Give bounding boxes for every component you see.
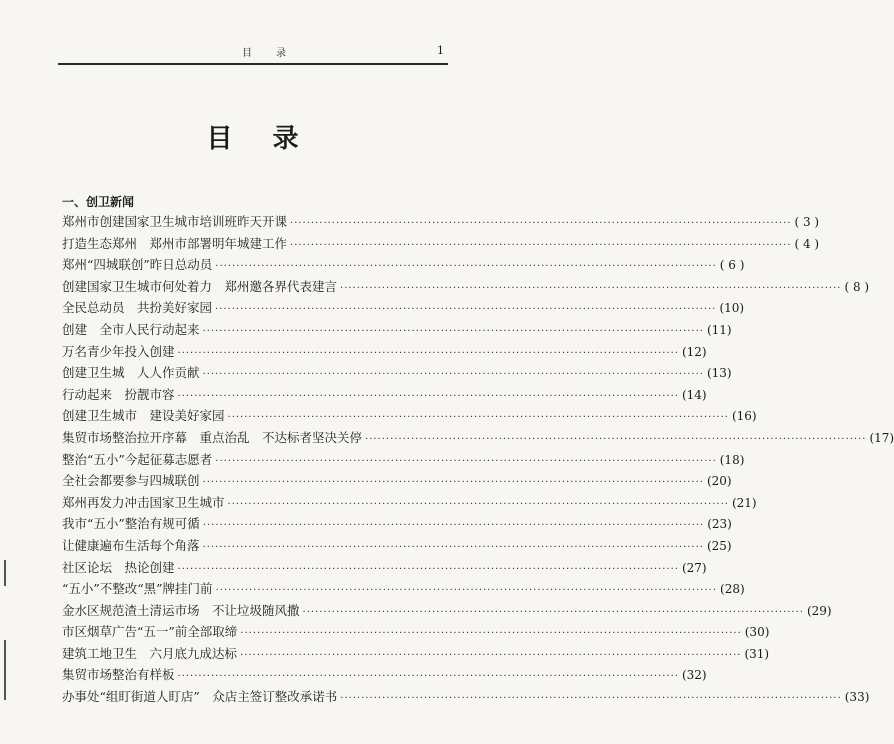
toc-entry-title: 集贸市场整治拉开序幕 重点治乱 不达标者坚决关停: [62, 429, 363, 445]
toc-entry-page: (17): [869, 430, 894, 445]
toc-entry-title: 建筑工地卫生 六月底九成达标: [62, 645, 238, 661]
toc-entry-title: 市区烟草广告“五一”前全部取缔: [62, 624, 238, 640]
leader-dots: ························································································································: [177, 347, 679, 359]
toc-entry: [62, 234, 820, 256]
toc-entry: [62, 363, 732, 385]
toc-entry-page: (27): [681, 560, 707, 575]
toc-entry: [62, 665, 707, 687]
toc-entry-page: (25): [706, 538, 732, 553]
toc-entry: [62, 558, 707, 580]
toc-entry-title: 创建 全市人民行动起来: [62, 321, 200, 337]
toc-entry-title: “五小”不整改“黑”牌挂门前: [62, 581, 213, 597]
toc-entry-title: 全社会都要参与四城联创: [62, 473, 200, 489]
leader-dots: ························································································································: [227, 498, 729, 510]
toc-entry-page: (13): [706, 366, 732, 381]
toc-entry: [62, 298, 745, 320]
toc-entry-title: 打造生态郑州 郑州市部署明年城建工作: [62, 235, 288, 251]
leader-dots: ························································································································: [215, 585, 718, 597]
toc-entry: [62, 622, 770, 644]
toc-entry-page: (12): [681, 344, 707, 359]
leader-dots: ························································································································: [202, 541, 704, 553]
page-number: 1: [437, 44, 444, 57]
toc-entry-title: 万名青少年投入创建: [62, 343, 175, 359]
toc-entry-page: (18): [719, 452, 745, 467]
toc-entry: [62, 601, 832, 623]
toc-entry-page: ( 4 ): [794, 236, 820, 251]
section-heading: 一、创卫新闻: [62, 195, 135, 209]
toc-entry-title: 行动起来 扮靓市容: [62, 386, 175, 402]
leader-dots: ························································································································: [202, 520, 705, 532]
toc-entry-title: 整治“五小”今起征募志愿者: [62, 451, 213, 467]
toc-entry-title: 创建卫生城 人人作贡献: [62, 365, 200, 381]
toc-entry: [62, 471, 732, 493]
toc-entry-page: (20): [706, 474, 732, 489]
leader-dots: ························································································································: [365, 433, 867, 445]
toc-entry: [62, 644, 770, 666]
leader-dots: ························································································································: [177, 390, 679, 402]
leader-dots: ························································································································: [290, 218, 792, 229]
toc-entry: [62, 450, 745, 472]
toc-entry: [62, 406, 757, 428]
toc-entry-title: 让健康遍布生活每个角落: [62, 537, 200, 553]
toc-entry-page: (23): [707, 517, 732, 532]
toc-entry-title: 郑州再发力冲击国家卫生城市: [62, 494, 225, 510]
leader-dots: ························································································································: [227, 412, 729, 424]
toc-entry-title: 我市“五小”整治有规可循: [62, 516, 200, 532]
toc-entry-page: (16): [731, 409, 757, 424]
leader-dots: ························································································································: [215, 455, 717, 467]
toc-entry-page: ( 6 ): [719, 258, 745, 273]
leader-dots: ························································································································: [340, 282, 842, 294]
toc-entry: [62, 385, 707, 407]
toc-entry: [62, 687, 870, 709]
toc-entry-title: 郑州“四城联创”昨日总动员: [62, 257, 213, 273]
toc-entry: [62, 514, 732, 536]
page-header: [58, 44, 444, 60]
toc-entry-page: (32): [681, 668, 707, 683]
toc-entry: [62, 277, 870, 299]
toc-entry: [62, 579, 745, 601]
toc-entry-page: (30): [744, 625, 770, 640]
toc-entry-page: (14): [681, 387, 707, 402]
leader-dots: ························································································································: [240, 628, 742, 640]
toc-entry-title: 社区论坛 热论创建: [62, 559, 175, 575]
toc-entry: [62, 493, 757, 515]
toc-entry-page: ( 8 ): [844, 279, 870, 294]
toc-entry-title: 办事处“组盯街道人盯店” 众店主签订整改承诺书: [62, 689, 338, 705]
leader-dots: ························································································································: [290, 239, 792, 251]
toc-entry-page: (29): [806, 603, 832, 618]
leader-dots: ························································································································: [202, 369, 704, 381]
leader-dots: ························································································································: [202, 477, 704, 489]
toc-entry-page: (10): [719, 301, 745, 316]
header-rule: [58, 63, 448, 65]
toc-entry-title: 金水区规范渣土清运市场 不让垃圾随风撒: [62, 602, 300, 618]
leader-dots: ························································································································: [177, 563, 679, 575]
toc-list: [62, 212, 894, 709]
leader-dots: ························································································································: [302, 606, 804, 618]
leader-dots: ························································································································: [215, 304, 717, 316]
running-title: 目录: [242, 48, 310, 59]
toc-entry-page: (21): [731, 495, 757, 510]
toc-entry-page: (28): [720, 582, 745, 597]
toc-entry-title: 创建国家卫生城市何处着力 郑州邀各界代表建言: [62, 278, 338, 294]
toc-entry-page: (11): [706, 322, 732, 337]
toc-entry: [62, 255, 745, 277]
page-title: 目录: [206, 124, 339, 154]
toc-entry-page: (33): [844, 690, 870, 705]
toc-entry-title: 集贸市场整治有样板: [62, 667, 175, 683]
toc-entry: [62, 212, 820, 234]
toc-entry-title: 创建卫生城市 建设美好家园: [62, 408, 225, 424]
toc-entry: [62, 342, 707, 364]
leader-dots: ························································································································: [240, 649, 742, 661]
leader-dots: ························································································································: [177, 671, 679, 683]
toc-entry-page: ( 3 ): [794, 215, 820, 229]
leader-dots: ························································································································: [202, 325, 704, 337]
toc-entry-title: 郑州市创建国家卫生城市培训班昨天开课: [62, 214, 288, 229]
toc-entry: [62, 428, 894, 450]
toc-entry-title: 全民总动员 共扮美好家园: [62, 300, 213, 316]
leader-dots: ························································································································: [215, 261, 717, 273]
toc-entry: [62, 320, 732, 342]
toc-entry-page: (31): [744, 646, 770, 661]
binding-mark: [4, 640, 6, 700]
toc-entry: [62, 536, 732, 558]
leader-dots: ························································································································: [340, 693, 842, 705]
binding-mark: [4, 560, 6, 586]
